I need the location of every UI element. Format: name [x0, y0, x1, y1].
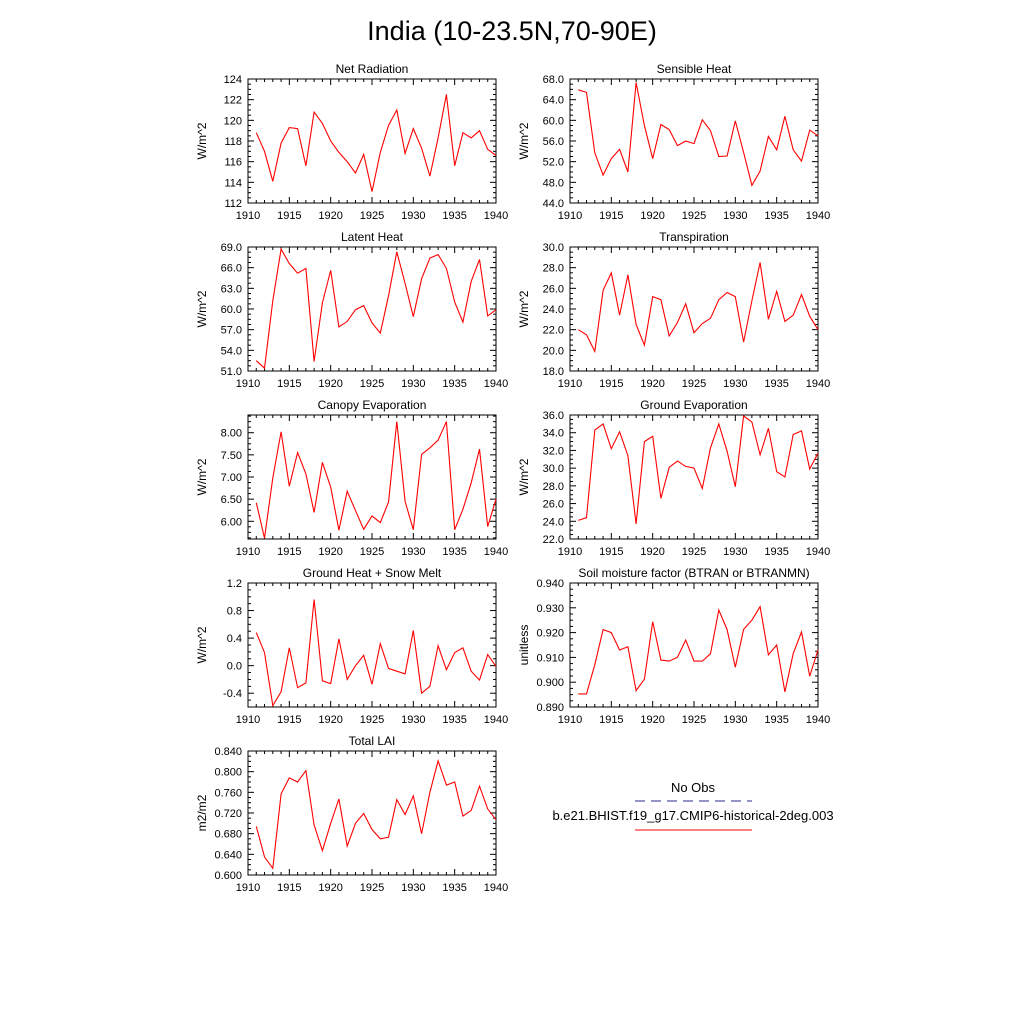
x-tick-label: 1940: [805, 546, 831, 558]
y-axis-label: W/m^2: [195, 626, 209, 664]
x-tick-label: 1930: [401, 210, 426, 222]
panel-title: Net Radiation: [335, 62, 409, 76]
x-tick-label: 1935: [442, 210, 467, 222]
y-axis-label: W/m^2: [195, 122, 209, 160]
x-tick-label: 1915: [599, 546, 624, 558]
panel-transpiration: [517, 230, 830, 390]
y-tick-label: 64.0: [542, 94, 564, 107]
y-tick-label: 116: [224, 156, 242, 169]
y-tick-label: 0.840: [214, 746, 242, 758]
y-tick-label: 0.600: [214, 870, 242, 882]
y-tick-label: 0.940: [536, 578, 564, 590]
series-line-model-run: [578, 263, 818, 352]
x-tick-label: 1930: [723, 210, 748, 222]
x-tick-label: 1940: [483, 210, 509, 222]
y-tick-label: 56.0: [542, 136, 564, 148]
y-tick-label: 122: [223, 94, 242, 107]
panel-sensible-heat: [517, 62, 830, 222]
x-tick-label: 1915: [599, 210, 624, 222]
legend-label-model-run: b.e21.BHIST.f19_g17.CMIP6-historical-2deg.003: [552, 808, 834, 823]
x-tick-label: 1925: [359, 882, 385, 894]
x-tick-label: 1940: [805, 210, 831, 222]
y-tick-label: 124: [223, 74, 242, 86]
panel-title: Soil moisture factor (BTRAN or BTRANMN): [578, 566, 810, 580]
series-line-model-run: [256, 600, 496, 706]
x-tick-label: 1915: [599, 714, 624, 726]
y-axis-label: unitless: [517, 624, 531, 666]
series-line-model-run: [256, 422, 496, 538]
x-tick-label: 1935: [764, 546, 789, 558]
y-tick-label: 26.0: [542, 498, 564, 511]
y-tick-label: 54.0: [220, 345, 242, 358]
x-tick-label: 1930: [401, 546, 426, 558]
x-tick-label: 1915: [277, 210, 302, 222]
x-tick-label: 1935: [764, 714, 789, 726]
y-tick-label: 60.0: [220, 304, 242, 316]
series-line-model-run: [256, 95, 496, 192]
y-tick-label: -0.4: [223, 688, 242, 701]
y-tick-label: 6.50: [220, 494, 242, 507]
y-tick-label: 0.890: [536, 702, 564, 714]
y-tick-label: 36.0: [542, 410, 564, 422]
y-tick-label: 0.900: [536, 677, 564, 690]
x-tick-label: 1935: [442, 378, 467, 390]
x-tick-label: 1910: [235, 210, 261, 222]
x-tick-label: 1925: [681, 546, 707, 558]
panel-ground-evaporation: [517, 398, 830, 558]
series-line-model-run: [256, 761, 496, 869]
plot-frame: [248, 247, 496, 371]
legend: [552, 780, 833, 830]
x-tick-label: 1915: [277, 882, 302, 894]
panel-canopy-evaporation: [195, 398, 508, 558]
y-tick-label: 20.0: [542, 345, 564, 358]
y-tick-label: 32.0: [542, 445, 564, 458]
y-tick-label: 28.0: [542, 480, 564, 493]
x-tick-label: 1930: [401, 378, 426, 390]
panel-latent-heat: [195, 230, 508, 390]
x-tick-label: 1925: [681, 714, 707, 726]
y-tick-label: 0.930: [536, 602, 564, 615]
y-tick-label: 26.0: [542, 283, 564, 296]
y-tick-label: 0.8: [226, 605, 242, 618]
x-tick-label: 1925: [359, 546, 385, 558]
y-axis-label: W/m^2: [517, 458, 531, 496]
x-tick-label: 1925: [681, 210, 707, 222]
y-tick-label: 7.50: [220, 449, 242, 462]
y-tick-label: 8.00: [220, 427, 242, 440]
panel-total-lai: [195, 734, 508, 894]
y-tick-label: 1.2: [226, 578, 242, 590]
x-tick-label: 1940: [805, 378, 831, 390]
series-line-model-run: [578, 83, 818, 186]
x-tick-label: 1925: [359, 210, 385, 222]
x-tick-label: 1920: [640, 210, 665, 222]
x-tick-label: 1930: [401, 714, 426, 726]
x-tick-label: 1910: [235, 546, 261, 558]
y-tick-label: 44.0: [542, 198, 564, 210]
legend-label-no-obs: No Obs: [670, 780, 716, 795]
y-tick-label: 48.0: [542, 177, 564, 190]
panel-title: Canopy Evaporation: [317, 398, 427, 412]
panels: [195, 62, 830, 894]
panel-title: Total LAI: [348, 734, 396, 748]
y-tick-label: 0.800: [214, 766, 242, 779]
x-tick-label: 1920: [318, 210, 343, 222]
y-tick-label: 66.0: [220, 262, 242, 275]
y-tick-label: 0.680: [214, 828, 242, 841]
panel-title: Latent Heat: [340, 230, 404, 244]
panel-title: Sensible Heat: [656, 62, 732, 76]
x-tick-label: 1915: [277, 378, 302, 390]
plot-frame: [570, 247, 818, 371]
y-tick-label: 0.0: [226, 660, 242, 673]
x-tick-label: 1910: [557, 210, 583, 222]
series-line-model-run: [256, 249, 496, 368]
y-axis-label: W/m^2: [517, 290, 531, 328]
x-tick-label: 1910: [557, 378, 583, 390]
x-tick-label: 1935: [764, 378, 789, 390]
plot-frame: [570, 415, 818, 539]
panel-title: Ground Heat + Snow Melt: [302, 566, 442, 580]
x-tick-label: 1930: [723, 378, 748, 390]
x-tick-label: 1935: [442, 714, 467, 726]
y-tick-label: 114: [224, 177, 242, 190]
y-tick-label: 22.0: [542, 534, 564, 546]
panel-soil-moisture-factor-btran-or-btranmn: [517, 566, 830, 726]
plot-frame: [248, 751, 496, 875]
panel-title: Ground Evaporation: [640, 398, 748, 412]
y-tick-label: 51.0: [220, 366, 242, 378]
y-tick-label: 7.00: [220, 472, 242, 484]
x-tick-label: 1940: [483, 882, 509, 894]
x-tick-label: 1910: [557, 546, 583, 558]
y-tick-label: 0.640: [214, 849, 242, 862]
x-tick-label: 1915: [277, 714, 302, 726]
y-tick-label: 0.920: [536, 627, 564, 640]
y-axis-label: W/m^2: [517, 122, 531, 160]
y-tick-label: 63.0: [220, 283, 242, 296]
panel-title: Transpiration: [659, 230, 729, 244]
x-tick-label: 1920: [318, 378, 343, 390]
x-tick-label: 1930: [723, 714, 748, 726]
y-tick-label: 30.0: [542, 242, 564, 254]
y-axis-label: W/m^2: [195, 458, 209, 496]
series-line-model-run: [578, 607, 818, 694]
plot-frame: [248, 79, 496, 203]
x-tick-label: 1910: [557, 714, 583, 726]
x-tick-label: 1920: [640, 546, 665, 558]
y-tick-label: 22.0: [542, 324, 564, 337]
y-tick-label: 52.0: [542, 156, 564, 169]
x-tick-label: 1930: [401, 882, 426, 894]
figure-title: India (10-23.5N,70-90E): [367, 16, 657, 46]
y-tick-label: 18.0: [542, 366, 564, 378]
x-tick-label: 1910: [235, 882, 261, 894]
x-tick-label: 1910: [235, 378, 261, 390]
y-tick-label: 30.0: [542, 463, 564, 476]
panel-ground-heat-snow-melt: [195, 566, 508, 726]
x-tick-label: 1925: [359, 378, 385, 390]
x-tick-label: 1935: [442, 546, 467, 558]
y-tick-label: 6.00: [220, 516, 242, 529]
y-tick-label: 120: [223, 115, 242, 128]
y-tick-label: 69.0: [220, 242, 242, 254]
y-axis-label: W/m^2: [195, 290, 209, 328]
plot-frame: [570, 583, 818, 707]
y-tick-label: 24.0: [542, 516, 564, 529]
x-tick-label: 1915: [277, 546, 302, 558]
y-tick-label: 60.0: [542, 115, 564, 128]
x-tick-label: 1920: [318, 546, 343, 558]
y-tick-label: 57.0: [220, 324, 242, 337]
y-tick-label: 34.0: [542, 427, 564, 440]
y-tick-label: 0.720: [214, 808, 242, 820]
x-tick-label: 1940: [805, 714, 831, 726]
series-line-model-run: [578, 416, 818, 524]
plot-frame: [570, 79, 818, 203]
y-tick-label: 24.0: [542, 304, 564, 316]
x-tick-label: 1915: [599, 378, 624, 390]
y-tick-label: 112: [224, 198, 242, 210]
x-tick-label: 1925: [359, 714, 385, 726]
plot-frame: [248, 583, 496, 707]
panel-net-radiation: [195, 62, 508, 222]
y-axis-label: m2/m2: [195, 794, 209, 832]
x-tick-label: 1935: [442, 882, 467, 894]
y-tick-label: 28.0: [542, 262, 564, 275]
x-tick-label: 1925: [681, 378, 707, 390]
x-tick-label: 1940: [483, 378, 509, 390]
y-tick-label: 68.0: [542, 74, 564, 86]
y-tick-label: 0.4: [226, 633, 242, 646]
x-tick-label: 1930: [723, 546, 748, 558]
y-tick-label: 0.760: [214, 787, 242, 800]
x-tick-label: 1935: [764, 210, 789, 222]
x-tick-label: 1910: [235, 714, 261, 726]
x-tick-label: 1920: [640, 714, 665, 726]
x-tick-label: 1920: [318, 714, 343, 726]
x-tick-label: 1940: [483, 714, 509, 726]
x-tick-label: 1940: [483, 546, 509, 558]
x-tick-label: 1920: [318, 882, 343, 894]
x-tick-label: 1920: [640, 378, 665, 390]
y-tick-label: 118: [224, 136, 242, 148]
y-tick-label: 0.910: [536, 652, 564, 665]
